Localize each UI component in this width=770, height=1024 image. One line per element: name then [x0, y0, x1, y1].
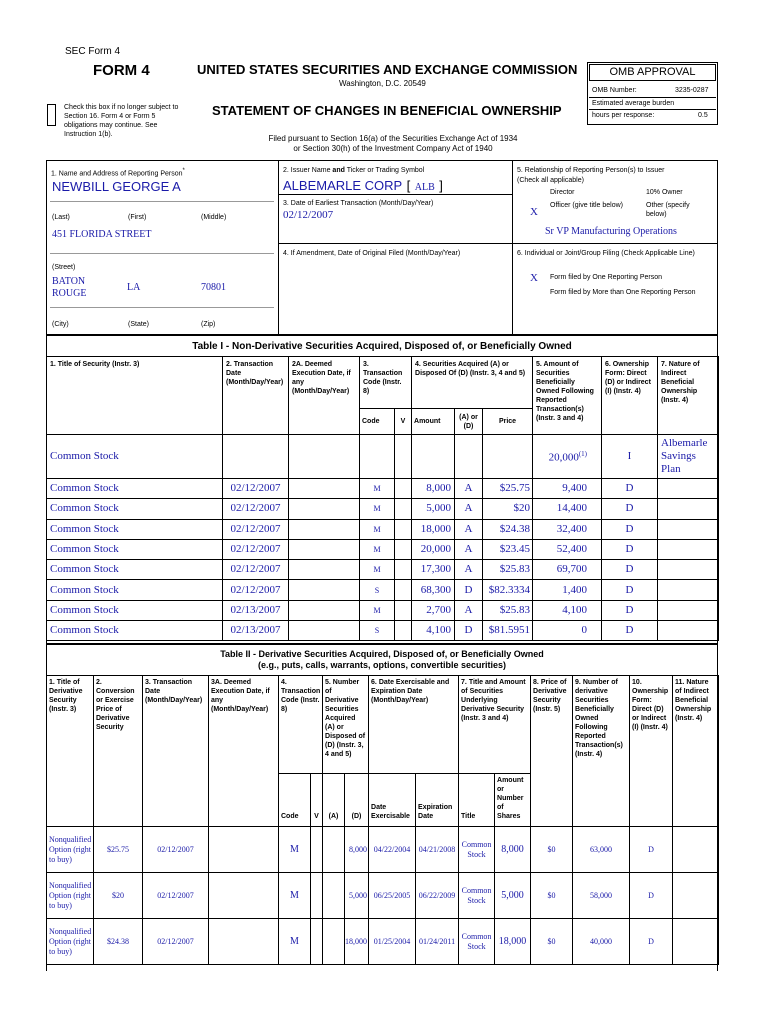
issuer-label: 2. Issuer Name and Ticker or Trading Symbol [283, 167, 425, 174]
table2-title: Table II - Derivative Securities Acquired, Disposed of, or Beneficially Owned [220, 649, 544, 659]
t1-cell-form: D [602, 580, 658, 600]
t2-cell-exer: 06/25/2005 [369, 873, 416, 919]
issuer-ticker[interactable]: ALB [414, 182, 435, 193]
t1-cell-ad [455, 435, 483, 479]
t1-cell-empty [395, 560, 412, 580]
t2-cell-title: Nonqualified Option (right to buy) [47, 873, 94, 919]
street-value: 451 FLORIDA STREET [52, 229, 152, 240]
t2-cell-empty [673, 919, 719, 965]
table2 [46, 675, 719, 965]
t2-cell-empty [209, 873, 279, 919]
t1-cell-price [483, 435, 533, 479]
table-row [47, 479, 719, 499]
t2-cell-form: D [630, 827, 673, 873]
t2-h4: 4. Transaction Code (Instr. 8) [279, 676, 323, 774]
t1-cell-code: M [360, 600, 395, 620]
t1-cell-title: Common Stock [47, 621, 223, 641]
t1-cell-price: $25.75 [483, 479, 533, 499]
officer-title: Sr VP Manufacturing Operations [545, 226, 677, 237]
sec-form-label: SEC Form 4 [65, 46, 121, 57]
reporting-person-label: 1. Name and Address of Reporting Person* [51, 168, 185, 178]
filing-label: 6. Individual or Joint/Group Filing (Check Applicable Line) [517, 250, 695, 257]
t2-cell-uamt: 18,000 [495, 919, 531, 965]
t1-cell-code: M [360, 539, 395, 559]
t1-cell-owned: 0 [533, 621, 602, 641]
t2-h7: 7. Title and Amount of Securities Underlying Derivative Security (Instr. 3 and 4) [459, 676, 531, 774]
t1-cell-amount: 68,300 [412, 580, 455, 600]
table-row [47, 580, 719, 600]
t1-cell-ad: A [455, 479, 483, 499]
t1-cell-code: M [360, 519, 395, 539]
first-label: (First) [128, 214, 147, 221]
t1-cell-form: D [602, 539, 658, 559]
omb-number-value: 3235-0287 [675, 87, 709, 94]
t2-cell-empty [673, 827, 719, 873]
t1-cell-ad: D [455, 621, 483, 641]
t2-cell-owned: 58,000 [573, 873, 630, 919]
t2-h10: 10. Ownership Form: Direct (D) or Indirect (I) (Instr. 4) [630, 676, 673, 827]
t1-cell-empty [395, 435, 412, 479]
t1-cell-price: $81.5951 [483, 621, 533, 641]
t2-cell-utitle: Common Stock [459, 873, 495, 919]
officer-check-mark: X [530, 206, 538, 218]
t1-cell-nature [658, 539, 719, 559]
t2-cell-code: M [279, 827, 311, 873]
t1-cell-form: D [602, 499, 658, 519]
t2-cell-dprice: $0 [531, 827, 573, 873]
t2-cell-owned: 63,000 [573, 827, 630, 873]
statement-title: STATEMENT OF CHANGES IN BENEFICIAL OWNERSHIP [212, 103, 562, 118]
t2-sh-amount: Amount or Number of Shares [495, 774, 531, 827]
t1-cell-amount: 4,100 [412, 621, 455, 641]
t2-cell-d: 5,000 [345, 873, 369, 919]
city-label: (City) [52, 321, 69, 328]
t1-h-form: 6. Ownership Form: Direct (D) or Indirect (I) (Instr. 4) [602, 357, 658, 435]
table-row [47, 519, 719, 539]
t1-cell-date: 02/12/2007 [223, 560, 289, 580]
t1-cell-price: $25.83 [483, 600, 533, 620]
t1-cell-code: S [360, 580, 395, 600]
t2-h1: 1. Title of Derivative Security (Instr. 3) [47, 676, 94, 827]
t1-cell-form: D [602, 600, 658, 620]
t1-cell-date: 02/12/2007 [223, 539, 289, 559]
t1-h-date: 2. Transaction Date (Month/Day/Year) [223, 357, 289, 435]
t2-cell-exp: 04/21/2008 [416, 827, 459, 873]
t1-cell-empty [289, 539, 360, 559]
t1-cell-date: 02/12/2007 [223, 479, 289, 499]
t1-cell-empty [395, 499, 412, 519]
t1-cell-title: Common Stock [47, 435, 223, 479]
t1-cell-owned: 69,700 [533, 560, 602, 580]
checkbox-instruction: Check this box if no longer subject to Section 16. Form 4 or Form 5 obligations may continue. See Instruction 1(b). [64, 104, 179, 138]
t1-h-nature: 7. Nature of Indirect Beneficial Ownership (Instr. 4) [658, 357, 719, 435]
t2-cell-empty [311, 919, 323, 965]
issuer-name-ticker: ALBEMARLE CORP [ ALB ] [283, 178, 443, 193]
t1-cell-empty [395, 479, 412, 499]
t1-cell-date [223, 435, 289, 479]
t1-cell-empty [289, 479, 360, 499]
table-row [47, 600, 719, 620]
t2-cell-dprice: $0 [531, 919, 573, 965]
agency-location: Washington, D.C. 20549 [339, 79, 426, 88]
t1-cell-empty [289, 519, 360, 539]
t2-cell-empty [209, 919, 279, 965]
t2-h5: 5. Number of Derivative Securities Acquired (A) or Disposed of (D) (Instr. 3, 4 and 5) [323, 676, 369, 774]
t1-h-acq: 4. Securities Acquired (A) or Disposed Of (D) (Instr. 3, 4 and 5) [412, 357, 533, 409]
t2-cell-date: 02/12/2007 [143, 919, 209, 965]
t1-cell-ad: A [455, 560, 483, 580]
t1-cell-title: Common Stock [47, 600, 223, 620]
t2-cell-uamt: 8,000 [495, 827, 531, 873]
t2-cell-exer: 01/25/2004 [369, 919, 416, 965]
t1-sh-ad: (A) or (D) [455, 409, 483, 435]
t1-cell-code: M [360, 479, 395, 499]
t2-h2: 2. Conversion or Exercise Price of Derivative Security [94, 676, 143, 827]
reporting-person-name[interactable]: NEWBILL GEORGE A [52, 179, 181, 194]
t1-sh-amount: Amount [412, 409, 455, 435]
officer-option[interactable]: Officer (give title below) [550, 202, 624, 209]
zip-value: 70801 [201, 282, 226, 293]
table1 [46, 356, 719, 641]
t1-sh-price: Price [483, 409, 533, 435]
t1-cell-code: S [360, 621, 395, 641]
t1-cell-nature [658, 560, 719, 580]
table-row [47, 435, 719, 479]
filed-pursuant-line1: Filed pursuant to Section 16(a) of the Securities Exchange Act of 1934 [268, 134, 518, 143]
t1-cell-form: D [602, 560, 658, 580]
t1-cell-code [360, 435, 395, 479]
state-label: (State) [128, 321, 150, 328]
t1-cell-price: $20 [483, 499, 533, 519]
table1-title: Table I - Non-Derivative Securities Acquired, Disposed of, or Beneficially Owned [192, 341, 572, 352]
t1-cell-ad: A [455, 539, 483, 559]
t1-cell-code: M [360, 499, 395, 519]
t2-h3: 3. Transaction Date (Month/Day/Year) [143, 676, 209, 827]
city-value: BATON ROUGE [52, 276, 87, 299]
t1-cell-amount: 8,000 [412, 479, 455, 499]
t2-cell-title: Nonqualified Option (right to buy) [47, 919, 94, 965]
t1-cell-amount: 5,000 [412, 499, 455, 519]
t1-cell-empty [289, 560, 360, 580]
omb-title: OMB APPROVAL [589, 64, 716, 81]
t1-cell-nature [658, 519, 719, 539]
state-value: LA [127, 282, 141, 293]
zip-label: (Zip) [201, 321, 216, 328]
t1-cell-amount [412, 435, 455, 479]
omb-hours-label: hours per response: [592, 112, 655, 119]
t1-cell-nature [658, 600, 719, 620]
table-row [47, 499, 719, 519]
t1-cell-nature: Albemarle Savings Plan [658, 435, 719, 479]
issuer-name[interactable]: ALBEMARLE CORP [283, 178, 403, 193]
t1-cell-form: D [602, 479, 658, 499]
t1-cell-title: Common Stock [47, 539, 223, 559]
t1-cell-price: $82.3334 [483, 580, 533, 600]
t2-cell-owned: 40,000 [573, 919, 630, 965]
t2-cell-exer: 04/22/2004 [369, 827, 416, 873]
t1-cell-owned: 1,400 [533, 580, 602, 600]
agency-title: UNITED STATES SECURITIES AND EXCHANGE COMMISSION [197, 62, 578, 77]
t1-cell-amount: 17,300 [412, 560, 455, 580]
t1-cell-nature [658, 499, 719, 519]
ten-pct-owner-option[interactable]: 10% Owner [646, 189, 683, 196]
filing-more-option[interactable]: Form filed by More than One Reporting Person [550, 289, 696, 296]
t2-cell-utitle: Common Stock [459, 919, 495, 965]
t1-h-code: 3. Transaction Code (Instr. 8) [360, 357, 412, 409]
t1-h-deemed: 2A. Deemed Execution Date, if any (Month/Day/Year) [289, 357, 360, 435]
t2-cell-utitle: Common Stock [459, 827, 495, 873]
t2-cell-date: 02/12/2007 [143, 873, 209, 919]
t2-sh-d: (D) [345, 774, 369, 827]
t1-cell-owned: 9,400 [533, 479, 602, 499]
t2-cell-price: $25.75 [94, 827, 143, 873]
t1-cell-date: 02/13/2007 [223, 600, 289, 620]
t1-cell-empty [395, 600, 412, 620]
table-row [47, 621, 719, 641]
t1-cell-ad: A [455, 600, 483, 620]
t2-cell-form: D [630, 919, 673, 965]
t2-sh-code: Code [279, 774, 311, 827]
t1-cell-empty [289, 499, 360, 519]
t2-cell-price: $24.38 [94, 919, 143, 965]
t1-cell-ad: A [455, 499, 483, 519]
filed-pursuant-line2: or Section 30(h) of the Investment Company Act of 1940 [293, 144, 493, 153]
footnote-ref[interactable]: (1) [578, 450, 588, 459]
t1-cell-empty [395, 621, 412, 641]
t2-cell-uamt: 5,000 [495, 873, 531, 919]
t2-h6: 6. Date Exercisable and Expiration Date (Month/Day/Year) [369, 676, 459, 774]
t1-cell-price: $24.38 [483, 519, 533, 539]
amendment-label: 4. If Amendment, Date of Original Filed (Month/Day/Year) [283, 250, 461, 257]
t2-cell-dprice: $0 [531, 873, 573, 919]
t2-sh-a: (A) [323, 774, 345, 827]
t2-cell-d: 18,000 [345, 919, 369, 965]
t1-cell-amount: 20,000 [412, 539, 455, 559]
omb-burden-label: Estimated average burden [592, 100, 675, 107]
t1-cell-title: Common Stock [47, 580, 223, 600]
t1-cell-empty [289, 621, 360, 641]
t1-cell-code: M [360, 560, 395, 580]
filing-check-mark: X [530, 272, 538, 284]
t2-cell-form: D [630, 873, 673, 919]
table-row [47, 873, 719, 919]
t1-cell-date: 02/12/2007 [223, 580, 289, 600]
t2-cell-empty [323, 919, 345, 965]
t1-cell-date: 02/13/2007 [223, 621, 289, 641]
t1-cell-owned: 4,100 [533, 600, 602, 620]
t1-cell-form: I [602, 435, 658, 479]
t1-cell-owned: 52,400 [533, 539, 602, 559]
t1-cell-form: D [602, 621, 658, 641]
omb-hours-value: 0.5 [698, 112, 708, 119]
table-row [47, 919, 719, 965]
t2-cell-code: M [279, 873, 311, 919]
t2-h8: 8. Price of Derivative Security (Instr. 5) [531, 676, 573, 827]
t2-cell-date: 02/12/2007 [143, 827, 209, 873]
t1-cell-amount: 2,700 [412, 600, 455, 620]
table2-subtitle: (e.g., puts, calls, warrants, options, convertible securities) [257, 660, 507, 670]
middle-label: (Middle) [201, 214, 227, 221]
t2-cell-code: M [279, 919, 311, 965]
t1-cell-ad: D [455, 580, 483, 600]
t2-cell-empty [311, 827, 323, 873]
t1-cell-price: $23.45 [483, 539, 533, 559]
t1-cell-ad: A [455, 519, 483, 539]
t2-h3a: 3A. Deemed Execution Date, if any (Month/Day/Year) [209, 676, 279, 827]
t2-sh-exer: Date Exercisable [369, 774, 416, 827]
t2-cell-empty [209, 827, 279, 873]
t1-cell-empty [289, 580, 360, 600]
t1-cell-price: $25.83 [483, 560, 533, 580]
relationship-sub: (Check all applicable) [517, 177, 584, 184]
earliest-date-value: 02/12/2007 [283, 209, 334, 221]
form-title: FORM 4 [93, 62, 150, 79]
earliest-date-label: 3. Date of Earliest Transaction (Month/Day/Year) [283, 200, 434, 207]
t2-cell-exp: 01/24/2011 [416, 919, 459, 965]
t1-cell-title: Common Stock [47, 479, 223, 499]
t1-h-title: 1. Title of Security (Instr. 3) [47, 357, 223, 435]
t1-cell-owned: 32,400 [533, 519, 602, 539]
t2-cell-empty [673, 873, 719, 919]
owned-value: 20,000 [548, 451, 579, 464]
omb-number-label: OMB Number: [592, 87, 637, 94]
t1-sh-v: V [395, 409, 412, 435]
t2-sh-exp: Expiration Date [416, 774, 459, 827]
t1-cell-empty [289, 600, 360, 620]
t1-cell-date: 02/12/2007 [223, 499, 289, 519]
t1-cell-owned: 14,400 [533, 499, 602, 519]
t1-cell-amount: 18,000 [412, 519, 455, 539]
t1-cell-nature [658, 479, 719, 499]
table-row [47, 539, 719, 559]
t2-sh-title: Title [459, 774, 495, 827]
t1-cell-date: 02/12/2007 [223, 519, 289, 539]
t1-cell-empty [289, 435, 360, 479]
t1-cell-nature [658, 580, 719, 600]
director-option[interactable]: Director [550, 189, 575, 196]
t2-cell-empty [323, 873, 345, 919]
no-longer-subject-checkbox[interactable] [47, 104, 56, 126]
t1-cell-title: Common Stock [47, 560, 223, 580]
t2-h9: 9. Number of derivative Securities Beneficially Owned Following Reported Transaction(s) (Instr. 4) [573, 676, 630, 827]
t2-cell-empty [323, 827, 345, 873]
t1-cell-title: Common Stock [47, 519, 223, 539]
last-label: (Last) [52, 214, 70, 221]
t2-cell-exp: 06/22/2009 [416, 873, 459, 919]
t1-cell-empty [395, 539, 412, 559]
other-option[interactable]: Other (specify below) [646, 202, 690, 218]
t1-cell-form: D [602, 519, 658, 539]
t2-cell-title: Nonqualified Option (right to buy) [47, 827, 94, 873]
t2-cell-empty [311, 873, 323, 919]
t2-cell-d: 8,000 [345, 827, 369, 873]
t1-cell-nature [658, 621, 719, 641]
table-row [47, 827, 719, 873]
relationship-label: 5. Relationship of Reporting Person(s) to Issuer [517, 167, 665, 174]
t1-cell-title: Common Stock [47, 499, 223, 519]
t1-cell-empty [395, 519, 412, 539]
t2-h11: 11. Nature of Indirect Beneficial Ownership (Instr. 4) [673, 676, 719, 827]
t2-cell-price: $20 [94, 873, 143, 919]
t1-sh-code: Code [360, 409, 395, 435]
street-label: (Street) [52, 264, 76, 271]
t1-cell-empty [395, 580, 412, 600]
t2-sh-v: V [311, 774, 323, 827]
t1-h-owned: 5. Amount of Securities Beneficially Owned Following Reported Transaction(s) (Instr. 3 and 4) [533, 357, 602, 435]
filing-one-option[interactable]: Form filed by One Reporting Person [550, 274, 663, 281]
table-row [47, 560, 719, 580]
t1-cell-owned [533, 435, 602, 479]
